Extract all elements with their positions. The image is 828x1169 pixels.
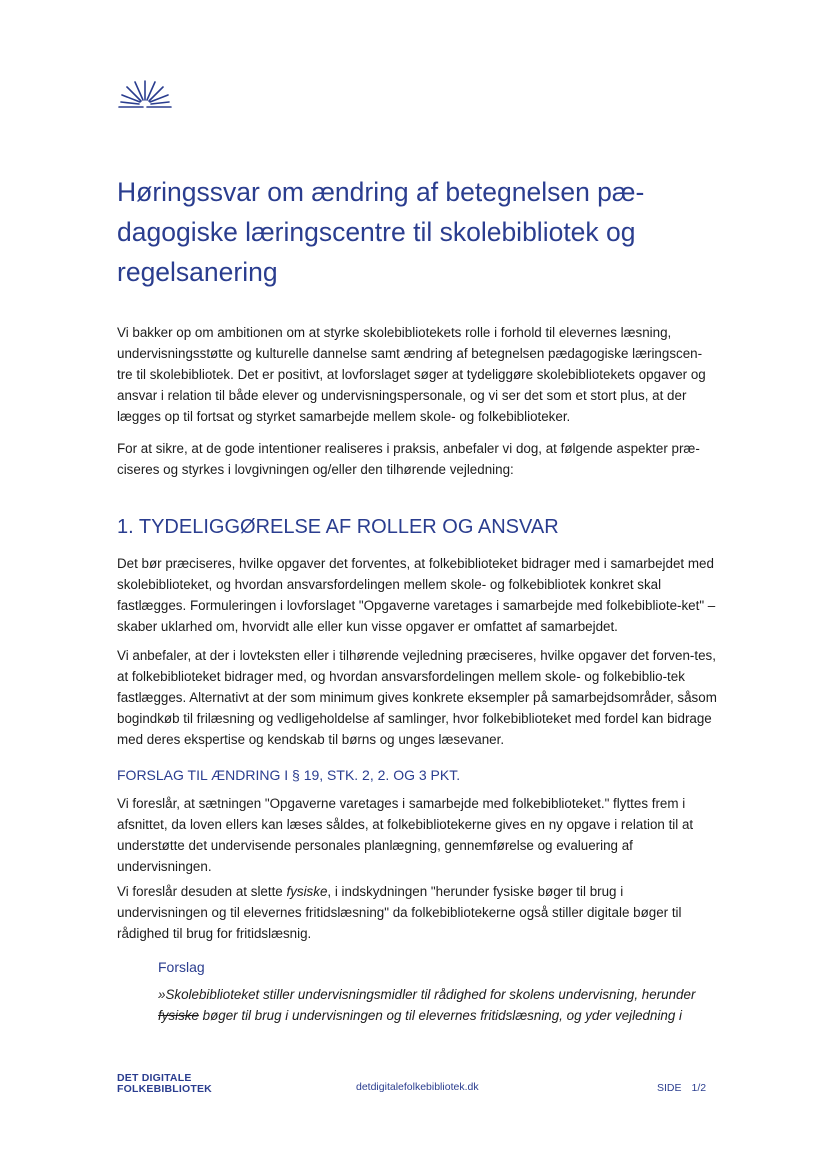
quote-text: bøger til brug i undervisningen og til elevernes fritidslæsning, og yder vejledning i [198, 1008, 683, 1023]
document-title [117, 172, 717, 292]
section-heading: 1. TYDELIGGØRELSE AF ROLLER OG ANSVAR [117, 516, 559, 538]
footer-organization [117, 1073, 212, 1095]
intro-paragraph-2: For at sikre, at de gode intentioner realiseres i praksis, anbefaler vi dog, at følgende aspekter præ-ciseres og styrkes i lovgivningen og/eller den tilhørende vejledning: [117, 441, 700, 477]
subsection-heading: FORSLAG TIL ÆNDRING I § 19, STK. 2, 2. OG 3 PKT. [117, 767, 461, 783]
sunrise-book-icon [117, 80, 173, 110]
subsection-paragraph-1: Vi foreslår, at sætningen "Opgaverne varetages i samarbejde med folkebiblioteket." flyttes frem i afsnittet, da loven ellers kan læses såldes, at folkebibliotekerne gives en ny opgave i relation til at understøtte det undervisende personales planlægning, gennemførelse og evaluering af undervisningen. [117, 796, 694, 874]
intro-paragraph-1: Vi bakker op om ambitionen om at styrke skolebibliotekets rolle i forhold til elevernes læsning, undervisningsstøtte og kulturelle dannelse samt ændring af betegnelsen pædagogiske læringscen-tre til skolebibliotek. Det er positivt, at lovforslaget søger at tydeliggøre skolebibliotekets opgaver og ansvar i relation til både elever og undervisningspersonale, og vi ser det som et stort plus, at der lægges op til fortsat og styrket samarbejde mellem skole- og folkebiblioteker. [117, 325, 706, 424]
paragraph-text: , i indskydningen "herunder fysiske bøger til brug i undervisningen og til elevernes fritidslæsning" da folkebibliotekerne også stiller digitale bøger til rådighed til brug for fritidslæsnig. [117, 884, 682, 941]
org-line: DET DIGITALE [117, 1072, 192, 1084]
side-label: SIDE [657, 1082, 682, 1094]
section-paragraph-2: Vi anbefaler, at der i lovteksten eller i tilhørende vejledning præciseres, hvilke opgaver det forven-tes, at folkebiblioteket bidrager med, og hvordan ansvarsfordelingen mellem skole- og folkebiblio-tek fastlægges. Alternativt at der som minimum gives konkrete eksempler på samarbejdsområder, såsom bogindkøb til frilæsning og vedligeholdelse af samlinger, hvor folkebiblioteket med fordel kan bidrage med deres ekspertise og kendskab til børns og unges læsevaner. [117, 648, 717, 747]
footer-website-link[interactable]: detdigitalefolkebibliotek.dk [356, 1081, 479, 1093]
forslag-label: Forslag [158, 959, 205, 975]
org-line: FOLKEBIBLIOTEK [117, 1083, 212, 1095]
title-line: regelsanering [117, 257, 278, 287]
title-line: dagogiske læringscentre til skolebibliotek og [117, 217, 636, 247]
quote-text: »Skolebiblioteket stiller undervisningsmidler til rådighed for skolens undervisning, herunder [158, 987, 696, 1002]
struck-word: fysiske [158, 1008, 199, 1023]
page-number: 1/2 [691, 1082, 707, 1094]
forslag-quote [158, 984, 724, 1026]
footer-page-indicator [657, 1082, 706, 1094]
italic-word: fysiske [286, 884, 328, 899]
title-line: Høringssvar om ændring af betegnelsen pæ- [117, 177, 645, 207]
section-paragraph-1: Det bør præciseres, hvilke opgaver det forventes, at folkebiblioteket bidrager med i samarbejdet med skolebiblioteket, og hvordan ansvarsfordelingen mellem skole- og folkebibliotek konkret skal fastlægges. Formuleringen i lovforslaget "Opgaverne varetages i samarbejde med folkebibliote-ket" – skaber uklarhed om, hvorvidt alle eller kun visse opgaver er omfattet af samarbejdet. [117, 556, 716, 634]
subsection-paragraph-2 [117, 881, 717, 944]
paragraph-text: Vi foreslår desuden at slette [117, 884, 287, 899]
